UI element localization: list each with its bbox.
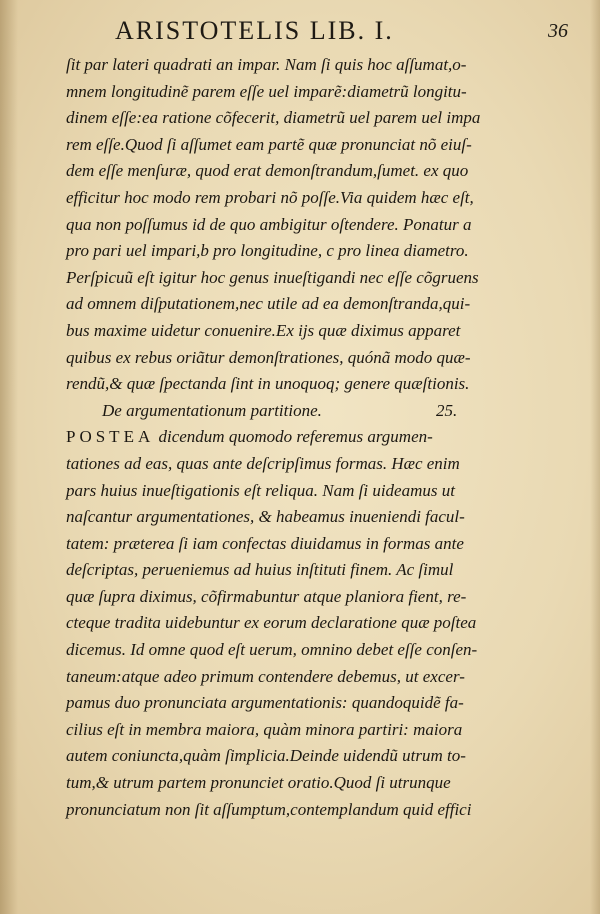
text-line: pamus duo pronunciata argumentationis: quandoquidẽ fa- bbox=[66, 693, 464, 713]
text-block bbox=[66, 52, 496, 823]
running-title: ARISTOTELIS LIB. I. bbox=[115, 16, 394, 45]
paragraph-2 bbox=[66, 424, 496, 823]
text-line: deſcriptas, perueniemus ad huius inſtituti finem. Ac ſimul bbox=[66, 560, 454, 580]
running-head bbox=[0, 14, 600, 50]
text-line: cteque tradita uidebuntur ex eorum declaratione quæ poſtea bbox=[66, 613, 477, 633]
text-line: qua non poſſumus id de quo ambigitur oſtendere. Ponatur a bbox=[66, 214, 472, 234]
text-line: rendũ,& quæ ſpectanda ſint in unoquoq; genere quæſtionis. bbox=[66, 374, 470, 394]
text-line: mnem longitudinẽ parem eſſe uel imparẽ:diametrũ longitu- bbox=[66, 81, 467, 101]
text-line: tationes ad eas, quas ante deſcripſimus formas. Hæc enim bbox=[66, 453, 460, 473]
text-line: rem eſſe.Quod ſi aſſumet eam partẽ quæ pronunciat nõ eiuſ- bbox=[66, 134, 472, 154]
first-line-text: dicendum quomodo referemus argumen- bbox=[154, 427, 433, 447]
text-line: taneum:atque adeo primum contendere debemus, ut excer- bbox=[66, 666, 465, 686]
text-line: tum,& utrum partem pronunciet oratio.Quod ſi utrunque bbox=[66, 773, 451, 793]
text-line: dem eſſe menſuræ, quod erat demonſtrandum,ſumet. ex quo bbox=[66, 161, 469, 181]
text-line: bus maxime uidetur conuenire.Ex ijs quæ diximus apparet bbox=[66, 320, 461, 340]
text-line: ſit par lateri quadrati an impar. Nam ſi quis hoc aſſumat,o- bbox=[66, 55, 467, 74]
text-line: cilius eſt in membra maiora, quàm minora partiri: maiora bbox=[66, 719, 463, 739]
paragraph-1 bbox=[66, 52, 496, 398]
text-line: efficitur hoc modo rem probari nõ poſſe.Via quidem hæc eſt, bbox=[66, 187, 474, 207]
page-number: 36 bbox=[548, 20, 568, 42]
section-number: 25. bbox=[436, 400, 458, 420]
section-heading bbox=[66, 398, 496, 425]
text-line: quæ ſupra diximus, cõfirmabuntur atque planiora fient, re- bbox=[66, 586, 467, 606]
text-line: autem coniuncta,quàm ſimplicia.Deinde uidendũ utrum to- bbox=[66, 746, 466, 766]
text-line: pro pari uel impari,b pro longitudine, c pro linea diametro. bbox=[66, 241, 469, 261]
text-line bbox=[66, 424, 496, 451]
initial-word: POSTEA bbox=[66, 427, 155, 447]
text-line: dicemus. Id omne quod eſt uerum, omnino debet eſſe conſen- bbox=[66, 640, 478, 660]
text-line: ad omnem diſputationem,nec utile ad ea demonſtranda,qui- bbox=[66, 294, 471, 314]
text-line: Perſpicuũ eſt igitur hoc genus inueſtigandi nec eſſe cõgruens bbox=[66, 267, 479, 287]
section-heading-text: De argumentationum partitione. bbox=[102, 400, 322, 420]
text-line: pronunciatum non ſit aſſumptum,contemplandum quid effici bbox=[66, 799, 472, 819]
text-line: dinem eſſe:ea ratione cõfecerit, diametrũ uel parem uel impa bbox=[66, 108, 481, 128]
text-line: pars huius inueſtigationis eſt reliqua. Nam ſi uideamus ut bbox=[66, 480, 455, 500]
text-line: tatem: præterea ſi iam confectas diuidamus in formas ante bbox=[66, 533, 464, 553]
text-line: naſcantur argumentationes, & habeamus inueniendi facul- bbox=[66, 507, 465, 527]
text-line: quibus ex rebus oriãtur demonſtrationes, quónã modo quæ- bbox=[66, 347, 471, 367]
